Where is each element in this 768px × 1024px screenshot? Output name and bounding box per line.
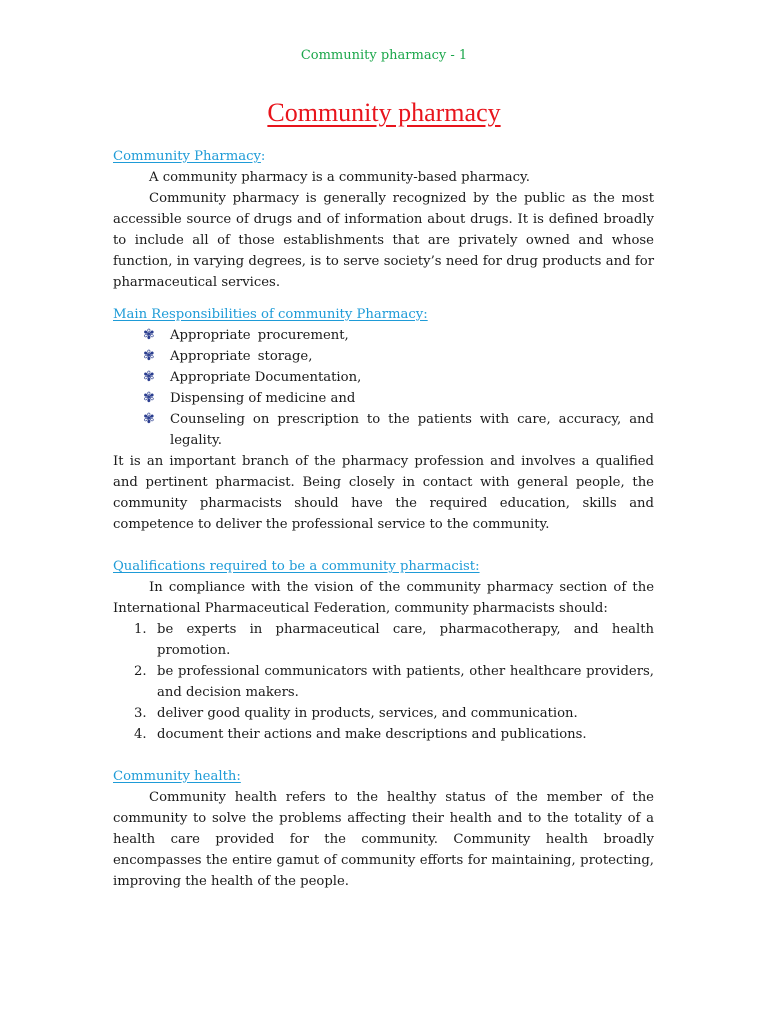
section-heading-responsibilities: Main Responsibilities of community Pharmacy: bbox=[113, 307, 428, 322]
list-item: 2. be professional communicators with patients, other healthcare providers, and decision makers. bbox=[134, 664, 654, 700]
paragraph: Community pharmacy is generally recognized by the public as the most accessible source of drugs and of information about drugs. It is defined broadly to include all of those establishments that are privately owned and whose function, in varying degrees, is to serve society’s need for drug products and for pharmaceutical services. bbox=[113, 191, 654, 290]
list-item: 3. deliver good quality in products, services, and communication. bbox=[134, 706, 578, 721]
flower-bullet-icon: ✾ bbox=[143, 369, 155, 385]
heading-text: Community Pharmacy bbox=[113, 149, 261, 164]
list-item: 4. document their actions and make descriptions and publications. bbox=[134, 727, 587, 742]
flower-bullet-icon: ✾ bbox=[143, 390, 155, 406]
list-item: ✾ Appropriate Documentation, bbox=[113, 367, 654, 388]
page-title: Community pharmacy bbox=[267, 98, 501, 127]
page-header: Community pharmacy - 1 bbox=[300, 48, 468, 63]
flower-bullet-icon: ✾ bbox=[143, 327, 155, 343]
list-item: ✾ Appropriate procurement, bbox=[113, 325, 654, 346]
qualifications-list bbox=[113, 619, 654, 745]
document-body bbox=[113, 146, 654, 892]
list-item: 1. be experts in pharmaceutical care, pharmacotherapy, and health promotion. bbox=[134, 622, 654, 658]
responsibilities-list bbox=[113, 325, 654, 451]
list-item: ✾ Appropriate storage, bbox=[113, 346, 654, 367]
paragraph: In compliance with the vision of the community pharmacy section of the International Pharmaceutical Federation, community pharmacists should: bbox=[113, 580, 654, 616]
paragraph: Community health refers to the healthy status of the member of the community to solve the problems affecting their health and to the totality of a health care provided for the community. Community health broadly encompasses the entire gamut of community efforts for maintaining, protecting, improving the health of the people. bbox=[113, 790, 654, 889]
list-item: ✾ Counseling on prescription to the patients with care, accuracy, and legality. bbox=[143, 411, 654, 448]
flower-bullet-icon: ✾ bbox=[143, 411, 155, 427]
paragraph: It is an important branch of the pharmacy profession and involves a qualified and pertinent pharmacist. Being closely in contact with general people, the community pharmacists should have the required education, skills and competence to deliver the professional service to the community. bbox=[113, 454, 654, 532]
flower-bullet-icon: ✾ bbox=[143, 348, 155, 364]
paragraph: A community pharmacy is a community-based pharmacy. bbox=[149, 170, 530, 185]
list-item: ✾ Dispensing of medicine and bbox=[113, 388, 654, 409]
section-heading-community-pharmacy bbox=[113, 146, 654, 167]
section-heading-qualifications: Qualifications required to be a community pharmacist: bbox=[113, 559, 480, 574]
section-heading-community-health: Community health: bbox=[113, 769, 241, 784]
heading-colon: : bbox=[260, 149, 266, 164]
